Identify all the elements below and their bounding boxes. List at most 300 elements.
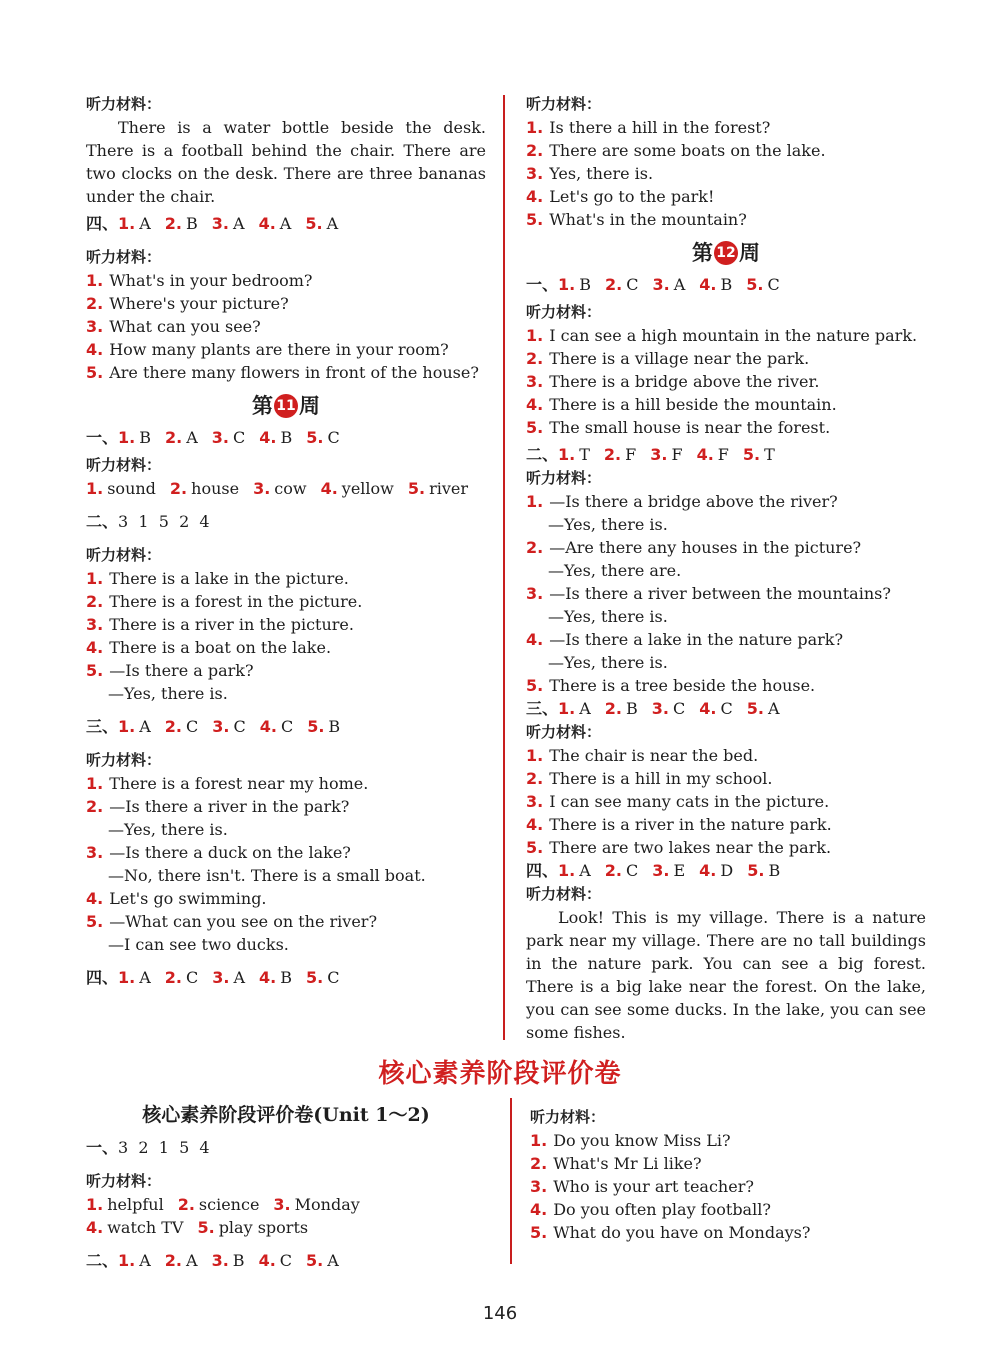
item-text: How many plants are there in your room? [109,340,449,359]
listening-list [530,1129,930,1244]
item-text: The small house is near the forest. [549,418,831,437]
item-number: 1. [526,746,544,765]
answer-value: B [768,861,781,880]
answer-item [697,445,729,464]
answer-item [165,1251,198,1270]
answer-row: 四、1. A 2. C 3. E 4. D 5. B [526,861,781,880]
list-item [86,590,486,613]
item-number: 2. [86,294,104,313]
answer-item [558,275,591,294]
item-number: 5. [305,214,323,233]
item-number: 1. [86,479,104,498]
answer-item [305,214,338,233]
answer-item [605,861,638,880]
answer-value: C [327,428,340,447]
listening-list [526,744,926,859]
item-number: 4. [259,428,277,447]
listening-label: 听力材料： [526,469,602,487]
word-item [408,479,468,498]
list-item [86,338,486,361]
item-number: 5. [407,479,426,498]
item-text: What do you have on Mondays? [553,1223,811,1242]
list-item [526,139,926,162]
unit-title: 核心素养阶段评价卷(Unit 1～2) [142,1104,430,1126]
list-item [526,116,926,139]
item-number: 2. [165,428,183,447]
list-item [86,636,486,659]
listening-list [86,567,486,682]
answer-value: B [579,275,591,294]
item-number: 4. [320,479,338,498]
word-item [197,1218,308,1237]
word-text: play sports [218,1218,309,1237]
answer-row: 一、1. B 2. C 3. A 4. B 5. C [526,275,780,294]
answer-item [212,1251,245,1270]
item-number: 1. [118,717,136,736]
item-number: 4. [699,861,717,880]
item-text: There is a bridge above the river. [549,372,820,391]
item-number: 5. [526,838,544,857]
list-item [526,790,926,813]
answer-item [604,445,636,464]
listening-list [526,324,926,439]
item-text: What's in your bedroom? [109,271,313,290]
item-number: 5. [197,1218,215,1237]
answer-value: B [280,968,293,987]
reply-line: —Yes, there is. [548,515,668,534]
item-number: 2. [605,275,623,294]
list-item: 2. —Is there a river in the park? [86,797,350,816]
answer-item [118,968,151,987]
item-text: What can you see? [109,317,261,336]
item-number: 5. [306,1251,324,1270]
item-number: 4. [259,717,277,736]
section-banner: 核心素养阶段评价卷 [378,1059,622,1089]
answer-item [746,275,779,294]
answer-item [118,1251,151,1270]
week-heading: 第 12 周 [692,240,760,265]
item-number: 3. [212,968,230,987]
item-number: 5. [86,661,104,680]
item-number: 3. [211,1251,229,1270]
item-text: What's in the mountain? [549,210,747,229]
item-number: 1. [558,699,576,718]
answer-value: C [327,968,340,987]
answer-value: D [720,861,734,880]
item-number: 2. [526,769,544,788]
item-number: 4. [526,187,544,206]
reply-line: —Yes, there is. [548,607,668,626]
item-number: 1. [526,326,544,345]
item-text: There is a river in the nature park. [549,815,832,834]
answer-item [306,428,339,447]
answer-value: A [767,699,780,718]
list-item [530,1129,930,1152]
item-number: 2. [177,1195,195,1214]
listening-label: 听力材料： [86,1172,162,1190]
word-row [86,1193,486,1216]
item-number: 4. [258,1251,276,1270]
answer-value: A [233,214,245,233]
item-text: Where's your picture? [109,294,289,313]
listening-label: 听力材料： [526,95,602,113]
answer-value: B [232,1251,245,1270]
answer-item [212,428,245,447]
item-number: 2. [86,592,104,611]
item-number: 1. [558,445,576,464]
answer-item [165,428,198,447]
answer-row: 三、1. A 2. B 3. C 4. C 5. A [526,699,780,718]
answer-item [652,861,685,880]
answer-item [747,861,780,880]
answer-value: C [626,861,639,880]
answer-value: C [186,717,199,736]
list-item [526,813,926,836]
list-item: 5. —What can you see on the river? [86,912,378,931]
word-text: river [429,479,469,498]
week-number-badge: 12 [714,241,738,265]
answer-item [652,275,685,294]
answer-item [165,214,198,233]
item-number: 5. [530,1223,548,1242]
answer-value: B [139,428,151,447]
list-item [530,1152,930,1175]
item-text: There are two lakes near the park. [549,838,832,857]
answer-value: C [280,717,294,736]
item-number: 2. [164,214,183,233]
answer-item [306,1251,339,1270]
list-item [86,613,486,636]
listening-label: 听力材料： [86,751,162,769]
answer-value: A [327,1251,339,1270]
answer-item [259,968,292,987]
answer-item [118,214,151,233]
answer-item [747,699,780,718]
list-item [86,292,486,315]
listening-list [86,269,486,384]
answer-value: A [233,968,246,987]
item-number: 2. [164,717,183,736]
list-item: 1. —Is there a bridge above the river? [526,492,838,511]
reply-line: —Yes, there is. [108,684,228,703]
answer-value: B [626,699,638,718]
answer-item [743,445,775,464]
word-item [86,1195,164,1214]
page-number: 146 [482,1303,518,1324]
list-item: 3. —Is there a duck on the lake? [86,843,351,862]
item-number: 3. [211,214,229,233]
item-text: I can see many cats in the picture. [549,792,830,811]
item-number: 5. [526,418,544,437]
list-item [526,836,926,859]
item-number: 5. [746,275,764,294]
item-number: 5. [306,428,324,447]
item-number: 2. [603,445,622,464]
word-row [86,477,486,500]
list-item [86,361,486,384]
item-number: 4. [526,815,544,834]
word-text: science [198,1195,260,1214]
list-item [530,1221,930,1244]
listening-label: 听力材料： [86,546,162,564]
item-text: There are some boats on the lake. [549,141,826,160]
item-text: There is a forest in the picture. [109,592,363,611]
answer-item [118,428,151,447]
answer-item [118,717,151,736]
reply-line: —No, there isn't. There is a small boat. [108,866,426,885]
bottom-left-column [86,1100,486,1272]
word-item [178,1195,260,1214]
item-text: There is a boat on the lake. [109,638,332,657]
answer-item [699,699,732,718]
list-item [526,208,926,231]
word-item [170,479,239,498]
listening-paragraph: Look! This is my village. There is a nature park near my village. There are no tall buildings in the nature park. You can see a big forest. There is a big lake near the forest. On the lake, you can see some ducks. In the lake, you can see some fishes. [526,908,926,1042]
answer-value: A [279,214,292,233]
item-number: 5. [747,861,765,880]
answer-value: C [279,1251,293,1270]
order-row: 一、3 2 1 5 4 [86,1138,210,1157]
right-column [526,92,926,1044]
item-number: 3. [86,615,104,634]
answer-value: B [328,717,341,736]
item-number: 5. [307,717,325,736]
answer-item [652,699,685,718]
list-item [526,162,926,185]
list-item: 4. Let's go swimming. [86,889,267,908]
answer-value: F [625,445,637,464]
item-number: 1. [86,1195,104,1214]
list-item [530,1198,930,1221]
reply-line: —I can see two ducks. [108,935,289,954]
listening-paragraph: There is a water bottle beside the desk. There is a football behind the chair. There are two clocks on the desk. There are three bananas under the chair. [86,118,486,206]
item-text: There is a river in the picture. [109,615,354,634]
answer-row: 二、1. T 2. F 3. F 4. F 5. T [526,445,775,464]
list-item: 1. There is a forest near my home. [86,774,369,793]
item-text: What's Mr Li like? [553,1154,702,1173]
item-number: 2. [530,1154,548,1173]
item-number: 3. [650,445,668,464]
word-item [86,479,156,498]
answer-item [165,717,198,736]
item-number: 3. [652,275,670,294]
item-text: —Is there a park? [109,661,254,680]
list-item [86,659,486,682]
column-divider-bottom [510,1098,512,1264]
listening-label: 听力材料： [526,723,602,741]
item-number: 2. [164,968,183,987]
answer-item [212,717,245,736]
item-number: 5. [746,699,764,718]
item-number: 1. [86,271,104,290]
answer-value: T [764,445,775,464]
answer-item [699,275,732,294]
item-number: 3. [211,428,229,447]
item-number: 2. [169,479,188,498]
item-number: 3. [253,479,271,498]
answer-row: 二、1. A 2. A 3. B 4. C 5. A [86,1251,339,1270]
item-text: There is a hill beside the mountain. [549,395,837,414]
listening-label: 听力材料： [526,885,602,903]
answer-value: E [673,861,686,880]
answer-item [306,968,339,987]
answer-item [699,861,733,880]
list-item [526,324,926,347]
listening-list [526,116,926,231]
item-number: 3. [651,699,669,718]
item-text: Do you often play football? [553,1200,771,1219]
item-number: 3. [273,1195,291,1214]
answer-item [307,717,340,736]
item-number: 5. [526,210,544,229]
item-text: Are there many flowers in front of the house? [109,363,479,382]
word-text: house [191,479,240,498]
item-number: 1. [118,428,136,447]
item-number: 2. [164,1251,183,1270]
answer-value: C [767,275,780,294]
answer-value: T [579,445,590,464]
item-number: 4. [86,340,104,359]
item-number: 2. [526,141,544,160]
answer-row: 四、1. A 2. C 3. A 4. B 5. C [86,968,340,987]
item-number: 1. [86,569,104,588]
item-number: 3. [652,861,670,880]
answer-row: 一、1. B 2. A 3. C 4. B 5. C [86,428,340,447]
answer-value: A [673,275,686,294]
list-item [526,185,926,208]
answer-item [259,428,292,447]
reply-line: —Yes, there are. [548,561,682,580]
list-item: 5. There is a tree beside the house. [526,676,816,695]
item-number: 4. [530,1200,548,1219]
word-item [321,479,394,498]
item-number: 3. [212,717,230,736]
item-number: 1. [526,118,544,137]
item-number: 3. [530,1177,548,1196]
answer-value: F [717,445,729,464]
answer-item [260,717,293,736]
word-text: yellow [341,479,394,498]
item-number: 5. [86,363,104,382]
item-number: 1. [118,968,136,987]
answer-item [558,861,591,880]
word-text: Monday [294,1195,360,1214]
answer-value: A [186,428,198,447]
listening-label: 听力材料： [86,95,162,113]
order-row: 二、3 1 5 2 4 [86,512,210,531]
answer-value: C [233,717,246,736]
answer-value: A [326,214,339,233]
answer-value: F [671,445,683,464]
list-item [530,1175,930,1198]
answer-value: A [139,968,151,987]
word-item [86,1218,183,1237]
word-item [253,479,307,498]
list-item [526,767,926,790]
listening-label: 听力材料： [86,456,162,474]
answer-value: A [579,699,591,718]
list-item: 3. —Is there a river between the mountains? [526,584,891,603]
answer-value: A [139,1251,151,1270]
bottom-right-column [530,1105,930,1244]
item-number: 4. [526,395,544,414]
item-text: There is a lake in the picture. [109,569,349,588]
answer-item [212,214,245,233]
item-number: 3. [526,164,544,183]
answer-item [558,699,591,718]
answer-value: A [579,861,591,880]
item-number: 2. [604,699,623,718]
word-row [86,1216,486,1239]
list-item [526,393,926,416]
item-number: 4. [696,445,714,464]
answer-value: C [186,968,199,987]
item-number: 1. [118,1251,136,1270]
item-number: 4. [86,638,104,657]
item-number: 5. [742,445,761,464]
week-number-badge: 11 [274,394,298,418]
item-text: I can see a high mountain in the nature park. [549,326,918,345]
item-number: 5. [306,968,324,987]
item-text: There is a village near the park. [549,349,810,368]
listening-label: 听力材料： [526,303,602,321]
listening-label: 听力材料： [86,248,162,266]
answer-item [259,214,292,233]
answer-value: B [720,275,733,294]
answer-item [605,275,638,294]
item-number: 2. [526,349,544,368]
answer-value: C [233,428,246,447]
item-number: 3. [526,372,544,391]
answer-value: A [186,1251,198,1270]
answer-value: C [626,275,639,294]
item-text: The chair is near the bed. [549,746,759,765]
item-number: 4. [86,1218,104,1237]
answer-item [650,445,682,464]
word-item [273,1195,359,1214]
item-number: 1. [530,1131,548,1150]
answer-item [212,968,245,987]
answer-row: 四、1. A 2. B 3. A 4. A 5. A [86,214,339,233]
reply-line: —Yes, there is. [108,820,228,839]
list-item [86,315,486,338]
list-item [86,567,486,590]
item-text: Let's go to the park! [549,187,715,206]
item-text: Yes, there is. [549,164,654,183]
answer-row: 三、1. A 2. C 3. C 4. C 5. B [86,717,341,736]
answer-value: C [720,699,733,718]
column-divider-top [503,95,505,1040]
reply-line: —Yes, there is. [548,653,668,672]
answer-value: B [280,428,293,447]
item-number: 1. [558,861,576,880]
left-column [86,92,486,989]
item-number: 3. [526,792,544,811]
list-item: 4. —Is there a lake in the nature park? [526,630,844,649]
answer-item [558,445,590,464]
word-text: cow [274,479,307,498]
week-heading: 第 11 周 [252,393,320,418]
word-text: watch TV [107,1218,184,1237]
item-number: 4. [258,214,276,233]
item-number: 3. [86,317,104,336]
item-number: 4. [699,275,717,294]
item-number: 4. [699,699,717,718]
list-item [526,370,926,393]
listening-label: 听力材料： [530,1108,606,1126]
answer-value: A [139,717,151,736]
item-number: 4. [259,968,277,987]
